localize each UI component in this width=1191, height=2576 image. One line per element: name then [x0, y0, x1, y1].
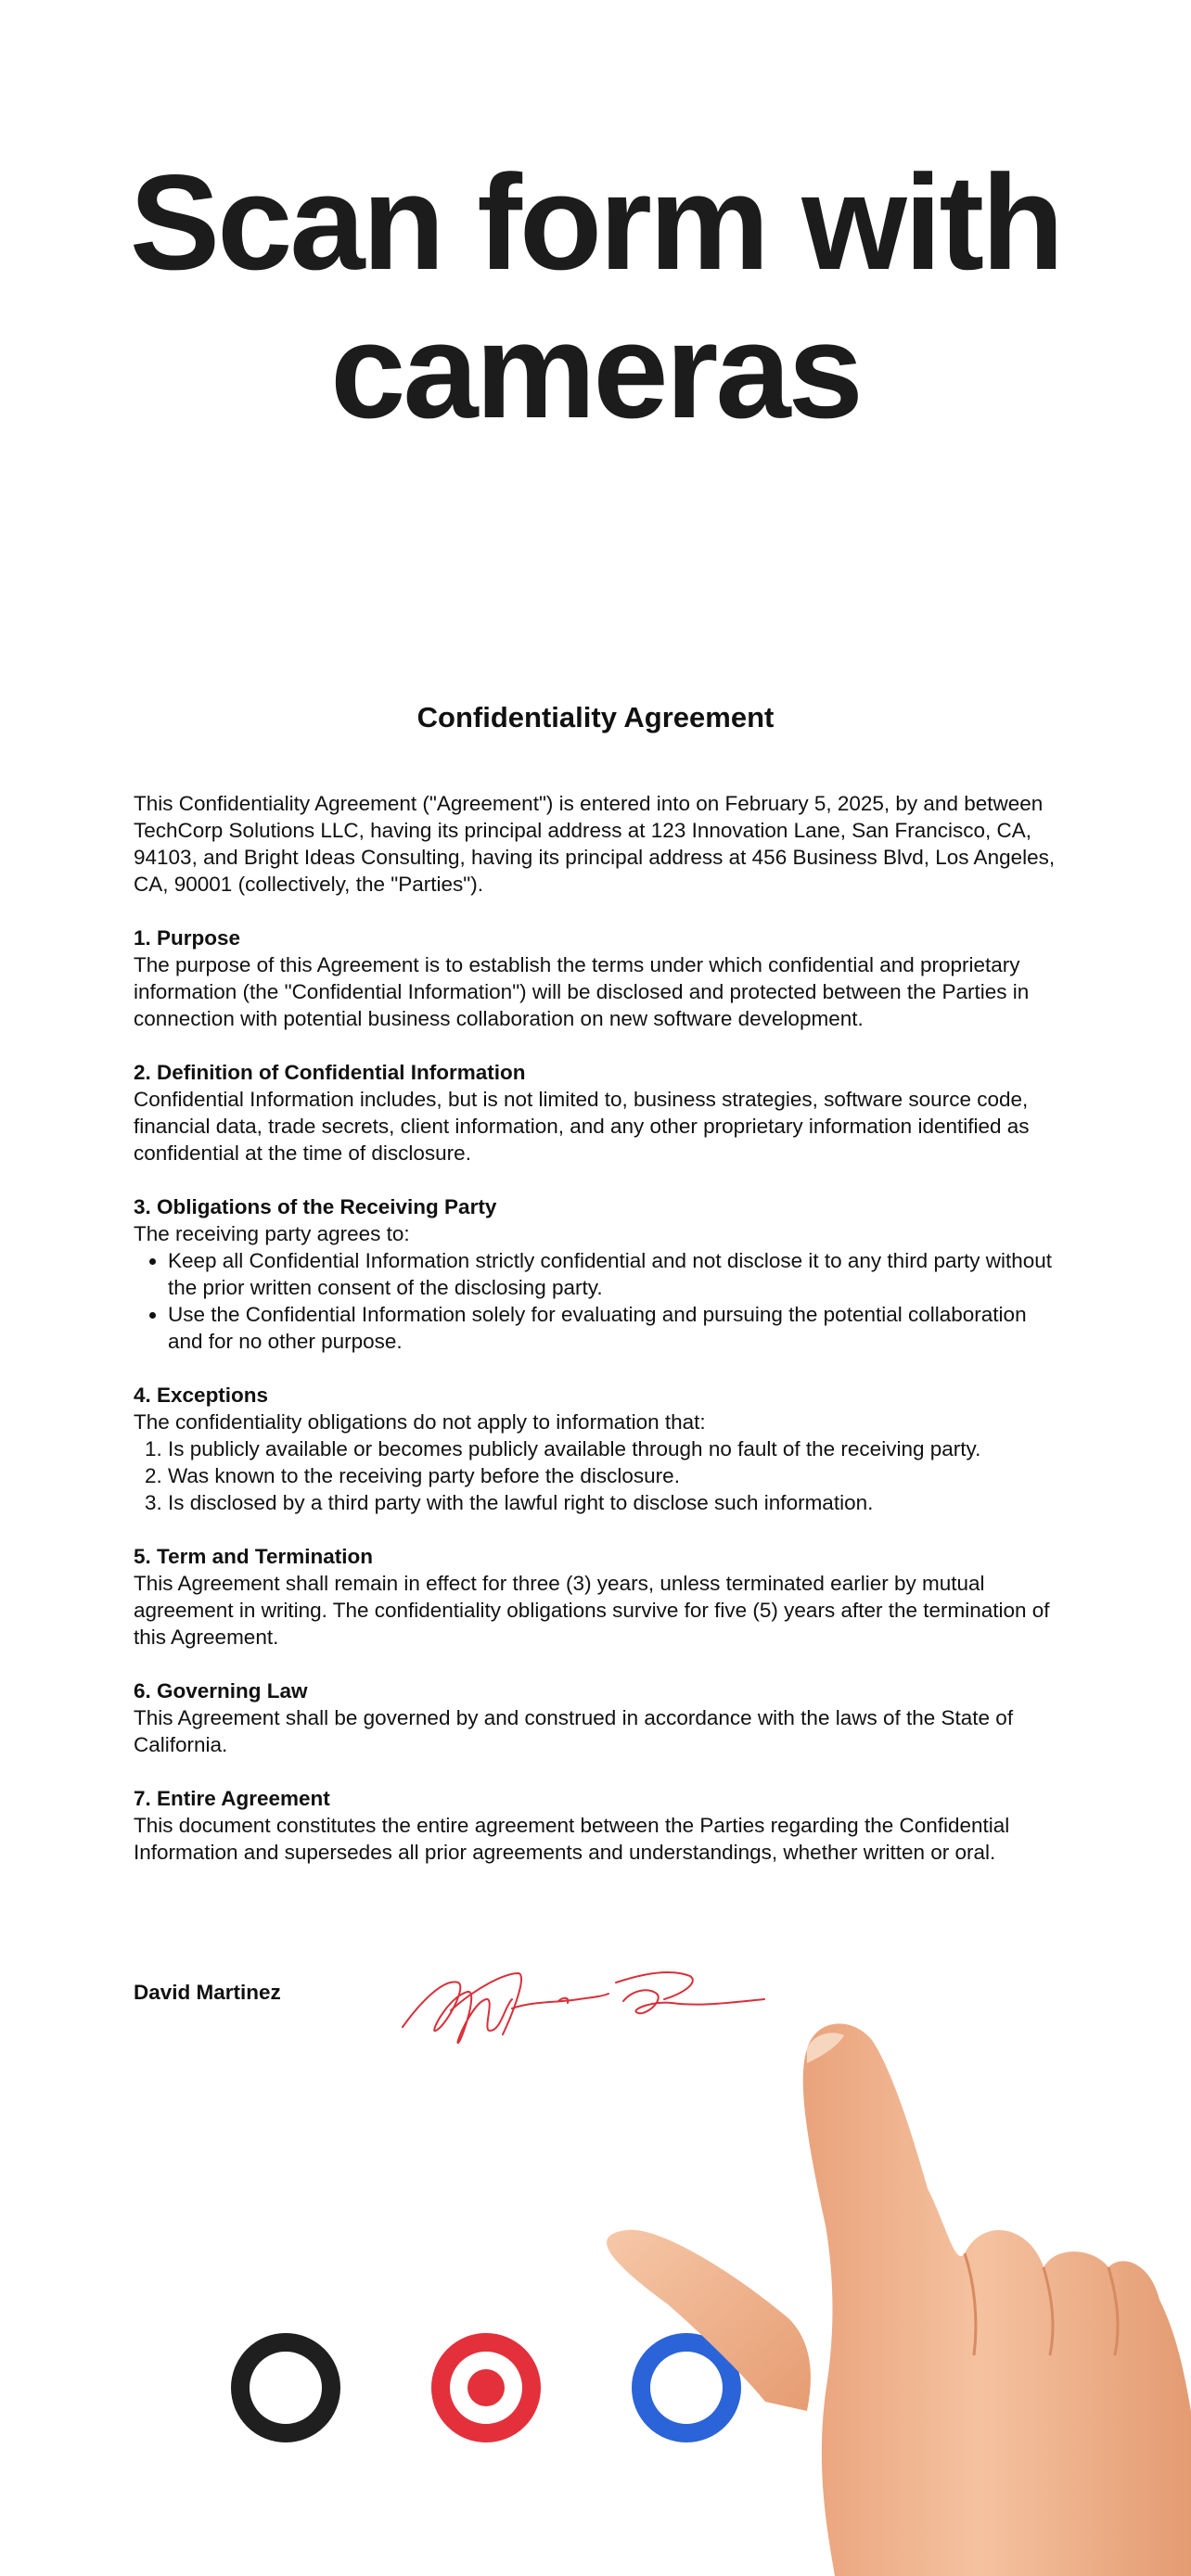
section-purpose — [134, 925, 1061, 1032]
pointing-hand-icon — [557, 1947, 1191, 2576]
hero-title — [0, 148, 1191, 445]
section-title: 5. Term and Termination — [134, 1545, 373, 1568]
section-body: The purpose of this Agreement is to establish the terms under which confidential and proprietary information (the "Confidential Information") will be disclosed and protected between the Parties in connection with potential business collaboration on new software development. — [134, 953, 1030, 1030]
section-entire-agreement — [134, 1785, 1061, 1866]
section-title: 4. Exceptions — [134, 1384, 269, 1407]
section-title: 2. Definition of Confidential Information — [134, 1061, 526, 1084]
section-governing-law — [134, 1677, 1061, 1758]
section-term — [134, 1543, 1061, 1651]
section-body: The confidentiality obligations do not apply to information that: — [134, 1410, 706, 1434]
section-obligations — [134, 1193, 1061, 1355]
document-title: Confidentiality Agreement — [416, 701, 775, 733]
list-item: • Use the Confidential Information solely for evaluating and pursuing the potential collaboration and for no other purpose. — [168, 1301, 1061, 1355]
section-body: The receiving party agrees to: — [134, 1222, 410, 1245]
section-title: 3. Obligations of the Receiving Party — [134, 1195, 497, 1218]
list-item: 3. Is disclosed by a third party with the lawful right to disclose such information. — [168, 1489, 1061, 1516]
hero-title-line-2: cameras — [330, 295, 861, 446]
section-exceptions — [134, 1382, 1061, 1516]
signer-name: David Martinez — [134, 1981, 281, 2004]
section-body: This Agreement shall be governed by and construed in accordance with the laws of the State of California. — [134, 1706, 1014, 1756]
document-intro: This Confidentiality Agreement ("Agreement") is entered into on February 5, 2025, by and between TechCorp Solutions LLC, having its principal address at 123 Innovation Lane, San Francisco, CA, 94103, and Bright Ideas Consulting, having its principal address at 456 Business Blvd, Los Angeles, CA, 90001 (collectively, the "Parties"). — [134, 792, 1056, 896]
hero-title-line-1: Scan form with — [129, 147, 1062, 298]
numbered-list — [134, 1435, 1061, 1516]
list-item: 1. Is publicly available or becomes publicly available through no fault of the receiving party. — [168, 1435, 1061, 1462]
document-body — [134, 790, 1061, 1866]
section-title: 1. Purpose — [134, 926, 241, 950]
section-title: 6. Governing Law — [134, 1679, 308, 1702]
bullet-list — [134, 1247, 1061, 1355]
pen-color-red-button[interactable] — [431, 2333, 541, 2442]
section-body: Confidential Information includes, but is not limited to, business strategies, software source code, financial data, trade secrets, client information, and any other proprietary information identified as confidential at the time of disclosure. — [134, 1088, 1030, 1165]
pen-color-black-button[interactable] — [231, 2333, 340, 2442]
list-item: 2. Was known to the receiving party before the disclosure. — [168, 1462, 1061, 1489]
section-title: 7. Entire Agreement — [134, 1787, 330, 1810]
section-body: This Agreement shall remain in effect for three (3) years, unless terminated earlier by mutual agreement in writing. The confidentiality obligations survive for five (5) years after the termination of this Agreement. — [134, 1572, 1050, 1649]
list-item: • Keep all Confidential Information strictly confidential and not disclose it to any third party without the prior written consent of the disclosing party. — [168, 1247, 1061, 1301]
section-definition — [134, 1059, 1061, 1167]
section-body: This document constitutes the entire agreement between the Parties regarding the Confidential Information and supersedes all prior agreements and understandings, whether written or oral. — [134, 1814, 1010, 1864]
